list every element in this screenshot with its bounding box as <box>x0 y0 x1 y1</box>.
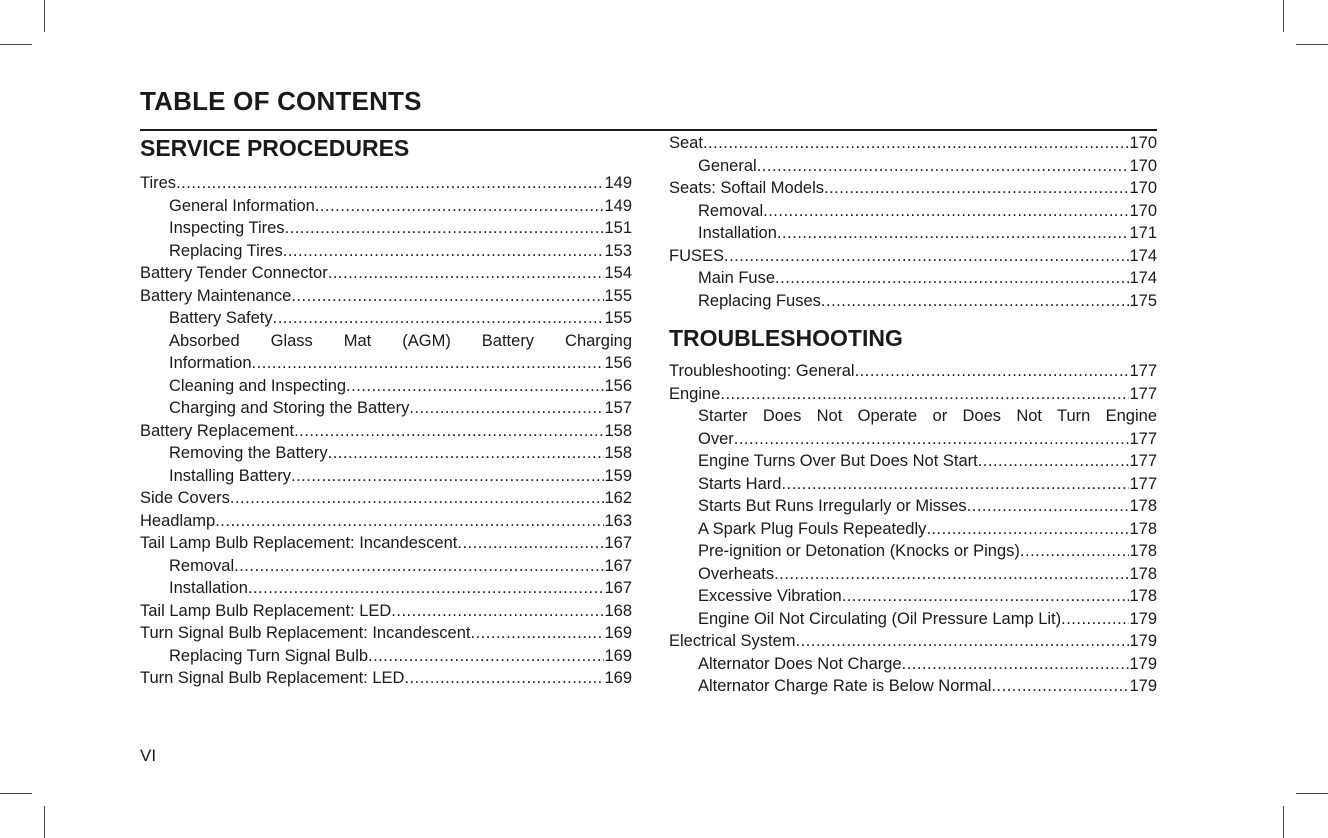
dot-leader <box>404 667 604 690</box>
toc-entry-title: Alternator Charge Rate is Below Normal <box>698 677 992 695</box>
dot-leader <box>796 630 1130 653</box>
toc-entry-page-number: 170 <box>1129 134 1157 152</box>
dot-leader <box>763 200 1129 223</box>
section-heading-service-procedures: SERVICE PROCEDURES <box>140 135 410 161</box>
dot-leader <box>774 563 1129 586</box>
toc-entry[interactable] <box>669 630 1157 653</box>
dot-leader <box>471 622 605 645</box>
toc-entry-title: Pre-ignition or Detonation (Knocks or Pings) <box>698 542 1020 560</box>
dot-leader <box>842 585 1130 608</box>
dot-leader <box>902 653 1130 676</box>
toc-entry[interactable] <box>140 397 632 420</box>
toc-entry[interactable] <box>140 600 632 623</box>
toc-entry-page-number: 169 <box>604 646 632 665</box>
toc-entry-list <box>669 360 1157 698</box>
dot-leader <box>368 645 604 668</box>
dot-leader <box>409 397 604 420</box>
toc-entry-title: Absorbed Glass Mat (AGM) Battery Charging <box>169 331 632 350</box>
dot-leader <box>1020 540 1130 563</box>
toc-entry-page-number: 151 <box>604 219 632 237</box>
toc-entry[interactable] <box>140 172 632 195</box>
toc-entry-page-number: 179 <box>1129 677 1157 695</box>
toc-right-column <box>669 132 1157 698</box>
toc-entry[interactable] <box>140 532 632 555</box>
toc-entry-title: Battery Safety <box>169 309 273 327</box>
toc-entry[interactable] <box>140 240 632 263</box>
toc-entry[interactable] <box>669 518 1157 541</box>
toc-entry-title: Replacing Fuses <box>698 291 821 310</box>
dot-leader <box>777 222 1130 245</box>
toc-entry-title: Engine Turns Over But Does Not Start <box>698 452 978 470</box>
toc-entry-title: Installing Battery <box>169 466 291 485</box>
toc-entry-list <box>140 172 632 690</box>
toc-entry-page-number: 177 <box>1129 452 1157 470</box>
toc-entry[interactable] <box>140 307 632 330</box>
toc-entry-title: Replacing Turn Signal Bulb <box>169 646 369 665</box>
toc-entry-title: Removing the Battery <box>169 444 328 462</box>
toc-entry-title: Turn Signal Bulb Replacement: LED <box>140 669 405 687</box>
toc-entry[interactable] <box>140 217 632 240</box>
dot-leader <box>703 132 1130 155</box>
toc-entry-title: Tires <box>140 174 177 192</box>
toc-entry[interactable] <box>140 352 632 375</box>
toc-entry-title: Excessive Vibration <box>698 587 842 605</box>
toc-entry-title: Turn Signal Bulb Replacement: Incandescent <box>140 624 471 642</box>
toc-entry-page-number: 178 <box>1129 587 1157 605</box>
toc-entry[interactable] <box>140 330 632 353</box>
toc-entry-title: Electrical System <box>669 632 796 650</box>
toc-entry-title: Cleaning and Inspecting <box>169 376 347 395</box>
toc-entry[interactable] <box>140 667 632 690</box>
toc-entry-title: Seat <box>669 134 703 152</box>
dot-leader <box>248 577 605 600</box>
toc-entry-title: Inspecting Tires <box>169 219 285 237</box>
dot-leader <box>821 290 1130 313</box>
toc-entry-page-number: 178 <box>1129 564 1157 583</box>
toc-entry-title: Replacing Tires <box>169 241 283 260</box>
toc-entry[interactable] <box>669 653 1157 676</box>
toc-entry-page-number: 167 <box>604 556 632 575</box>
section-heading-troubleshooting: TROUBLESHOOTING <box>669 325 903 351</box>
crop-mark-top-left-vertical <box>44 0 45 32</box>
toc-entry[interactable] <box>140 645 632 668</box>
toc-entry[interactable] <box>669 563 1157 586</box>
title-rule <box>140 129 1157 131</box>
toc-entry[interactable] <box>669 585 1157 608</box>
dot-leader <box>1061 608 1129 631</box>
toc-entry[interactable] <box>140 262 632 285</box>
toc-entry[interactable] <box>140 465 632 488</box>
toc-entry-page-number: 155 <box>604 286 632 305</box>
toc-entry-title: Installation <box>169 579 248 597</box>
toc-entry-page-number: 155 <box>604 309 632 327</box>
dot-leader <box>291 285 604 308</box>
toc-entry-title: Battery Maintenance <box>140 286 292 305</box>
toc-entry[interactable] <box>669 495 1157 518</box>
toc-entry[interactable] <box>669 428 1157 451</box>
toc-entry-title: A Spark Plug Fouls Repeatedly <box>698 519 927 538</box>
toc-entry[interactable] <box>669 405 1157 428</box>
dot-leader <box>273 307 605 330</box>
dot-leader <box>294 420 604 443</box>
toc-entry-page-number: 178 <box>1129 542 1157 560</box>
dot-leader <box>176 172 604 195</box>
toc-entry[interactable] <box>669 450 1157 473</box>
crop-mark-top-right-vertical <box>1283 0 1284 32</box>
toc-entry-title: Side Covers <box>140 489 230 507</box>
crop-mark-bottom-left-horizontal <box>0 793 32 794</box>
toc-entry-title: Overheats <box>698 564 775 583</box>
toc-entry[interactable] <box>140 285 632 308</box>
toc-entry[interactable] <box>140 510 632 533</box>
toc-entry[interactable] <box>140 487 632 510</box>
toc-entry[interactable] <box>669 177 1157 200</box>
dot-leader <box>734 428 1130 451</box>
toc-entry-title: Battery Tender Connector <box>140 264 328 282</box>
toc-entry-title: Alternator Does Not Charge <box>698 654 902 673</box>
toc-entry-title: Seats: Softail Models <box>669 179 824 197</box>
toc-entry-page-number: 178 <box>1129 519 1157 538</box>
dot-leader <box>252 352 605 375</box>
toc-entry-title: General Information <box>169 196 315 215</box>
toc-entry-page-number: 163 <box>604 511 632 530</box>
toc-entry[interactable] <box>669 473 1157 496</box>
toc-entry-title: General <box>698 156 757 175</box>
toc-entry-page-number: 167 <box>604 534 632 552</box>
toc-entry-page-number: 179 <box>1129 609 1157 628</box>
toc-entry-title: Troubleshooting: General <box>669 362 855 380</box>
toc-entry-page-number: 169 <box>604 669 632 687</box>
dot-leader <box>328 442 605 465</box>
dot-leader <box>283 240 605 263</box>
crop-mark-bottom-right-horizontal <box>1296 793 1328 794</box>
toc-entry-page-number: 177 <box>1129 384 1157 403</box>
toc-entry-title: Removal <box>169 556 235 575</box>
toc-entry[interactable] <box>669 200 1157 223</box>
toc-entry-page-number: 170 <box>1129 156 1157 175</box>
dot-leader <box>824 177 1129 200</box>
dot-leader <box>775 267 1129 290</box>
dot-leader <box>346 375 604 398</box>
toc-entry[interactable] <box>669 267 1157 290</box>
toc-entry-title: Removal <box>698 201 764 220</box>
toc-entry[interactable] <box>140 375 632 398</box>
toc-entry[interactable] <box>669 155 1157 178</box>
toc-entry-title: Charging and Storing the Battery <box>169 399 410 417</box>
toc-left-column <box>140 132 632 690</box>
toc-entry-page-number: 168 <box>604 601 632 620</box>
toc-entry-title: Installation <box>698 224 777 242</box>
toc-entry-title: Main Fuse <box>698 269 776 287</box>
toc-entry-page-number: 156 <box>604 354 632 372</box>
toc-entry-page-number: 179 <box>1129 632 1157 650</box>
toc-entry-title: Starts But Runs Irregularly or Misses <box>698 497 967 515</box>
dot-leader <box>230 487 605 510</box>
dot-leader <box>757 155 1130 178</box>
toc-entry-page-number: 175 <box>1129 291 1157 310</box>
dot-leader <box>234 555 604 578</box>
toc-entry-page-number: 159 <box>604 466 632 485</box>
toc-entry[interactable] <box>669 245 1157 268</box>
dot-leader <box>978 450 1130 473</box>
dot-leader <box>991 675 1129 698</box>
toc-entry-title: Starts Hard <box>698 474 782 493</box>
dot-leader <box>855 360 1130 383</box>
toc-entry-page-number: 162 <box>604 489 632 507</box>
dot-leader <box>457 532 604 555</box>
page-number: VI <box>140 746 157 765</box>
dot-leader <box>967 495 1130 518</box>
toc-entry-page-number: 179 <box>1129 654 1157 673</box>
toc-entry[interactable] <box>140 420 632 443</box>
dot-leader <box>315 195 605 218</box>
dot-leader <box>291 465 604 488</box>
toc-entry[interactable] <box>669 290 1157 313</box>
dot-leader <box>720 383 1129 406</box>
toc-entry[interactable] <box>140 577 632 600</box>
toc-entry-title: Engine Oil Not Circulating (Oil Pressure Lamp Lit) <box>698 609 1062 628</box>
toc-entry-title: Starter Does Not Operate or Does Not Turn Engine <box>698 407 1157 425</box>
toc-entry-title: Tail Lamp Bulb Replacement: LED <box>140 601 392 620</box>
toc-entry-page-number: 177 <box>1129 362 1157 380</box>
toc-entry[interactable] <box>140 555 632 578</box>
toc-entry-title: Battery Replacement <box>140 421 295 440</box>
page-title: TABLE OF CONTENTS <box>140 86 422 116</box>
toc-entry-title: Tail Lamp Bulb Replacement: Incandescent <box>140 534 458 552</box>
crop-mark-top-right-horizontal <box>1296 44 1328 45</box>
toc-entry-page-number: 157 <box>604 399 632 417</box>
toc-entry[interactable] <box>140 195 632 218</box>
dot-leader <box>781 473 1129 496</box>
toc-entry-title: FUSES <box>669 246 725 265</box>
dot-leader <box>285 217 605 240</box>
dot-leader <box>215 510 604 533</box>
crop-mark-bottom-right-vertical <box>1283 806 1284 838</box>
toc-entry-title: Engine <box>669 384 721 403</box>
dot-leader <box>391 600 604 623</box>
toc-entry[interactable] <box>669 222 1157 245</box>
toc-entry-page-number: 149 <box>604 174 632 192</box>
toc-entry[interactable] <box>140 622 632 645</box>
toc-entry-page-number: 174 <box>1129 269 1157 287</box>
dot-leader <box>328 262 605 285</box>
toc-entry-page-number: 170 <box>1129 201 1157 220</box>
toc-entry-title: Information <box>169 354 252 372</box>
toc-entry[interactable] <box>669 608 1157 631</box>
toc-entry[interactable] <box>669 383 1157 406</box>
toc-entry-page-number: 177 <box>1129 429 1157 448</box>
toc-entry-page-number: 167 <box>604 579 632 597</box>
toc-entry[interactable] <box>669 132 1157 155</box>
toc-entry-page-number: 154 <box>604 264 632 282</box>
toc-entry-page-number: 177 <box>1129 474 1157 493</box>
toc-entry-page-number: 156 <box>604 376 632 395</box>
toc-entry-page-number: 178 <box>1129 497 1157 515</box>
toc-entry-page-number: 158 <box>604 444 632 462</box>
toc-entry[interactable] <box>669 540 1157 563</box>
toc-entry[interactable] <box>140 442 632 465</box>
toc-entry-page-number: 171 <box>1129 224 1157 242</box>
toc-entry[interactable] <box>669 675 1157 698</box>
toc-entry-page-number: 170 <box>1129 179 1157 197</box>
toc-entry-page-number: 158 <box>604 421 632 440</box>
toc-entry-page-number: 153 <box>604 241 632 260</box>
toc-entry-list <box>669 132 1157 312</box>
dot-leader <box>926 518 1129 541</box>
toc-entry-title: Over <box>698 429 734 448</box>
toc-entry-page-number: 169 <box>604 624 632 642</box>
toc-entry-title: Headlamp <box>140 511 216 530</box>
crop-mark-bottom-left-vertical <box>44 806 45 838</box>
crop-mark-top-left-horizontal <box>0 44 32 45</box>
toc-entry-page-number: 174 <box>1129 246 1157 265</box>
toc-entry[interactable] <box>669 360 1157 383</box>
toc-entry-page-number: 149 <box>604 196 632 215</box>
dot-leader <box>724 245 1129 268</box>
